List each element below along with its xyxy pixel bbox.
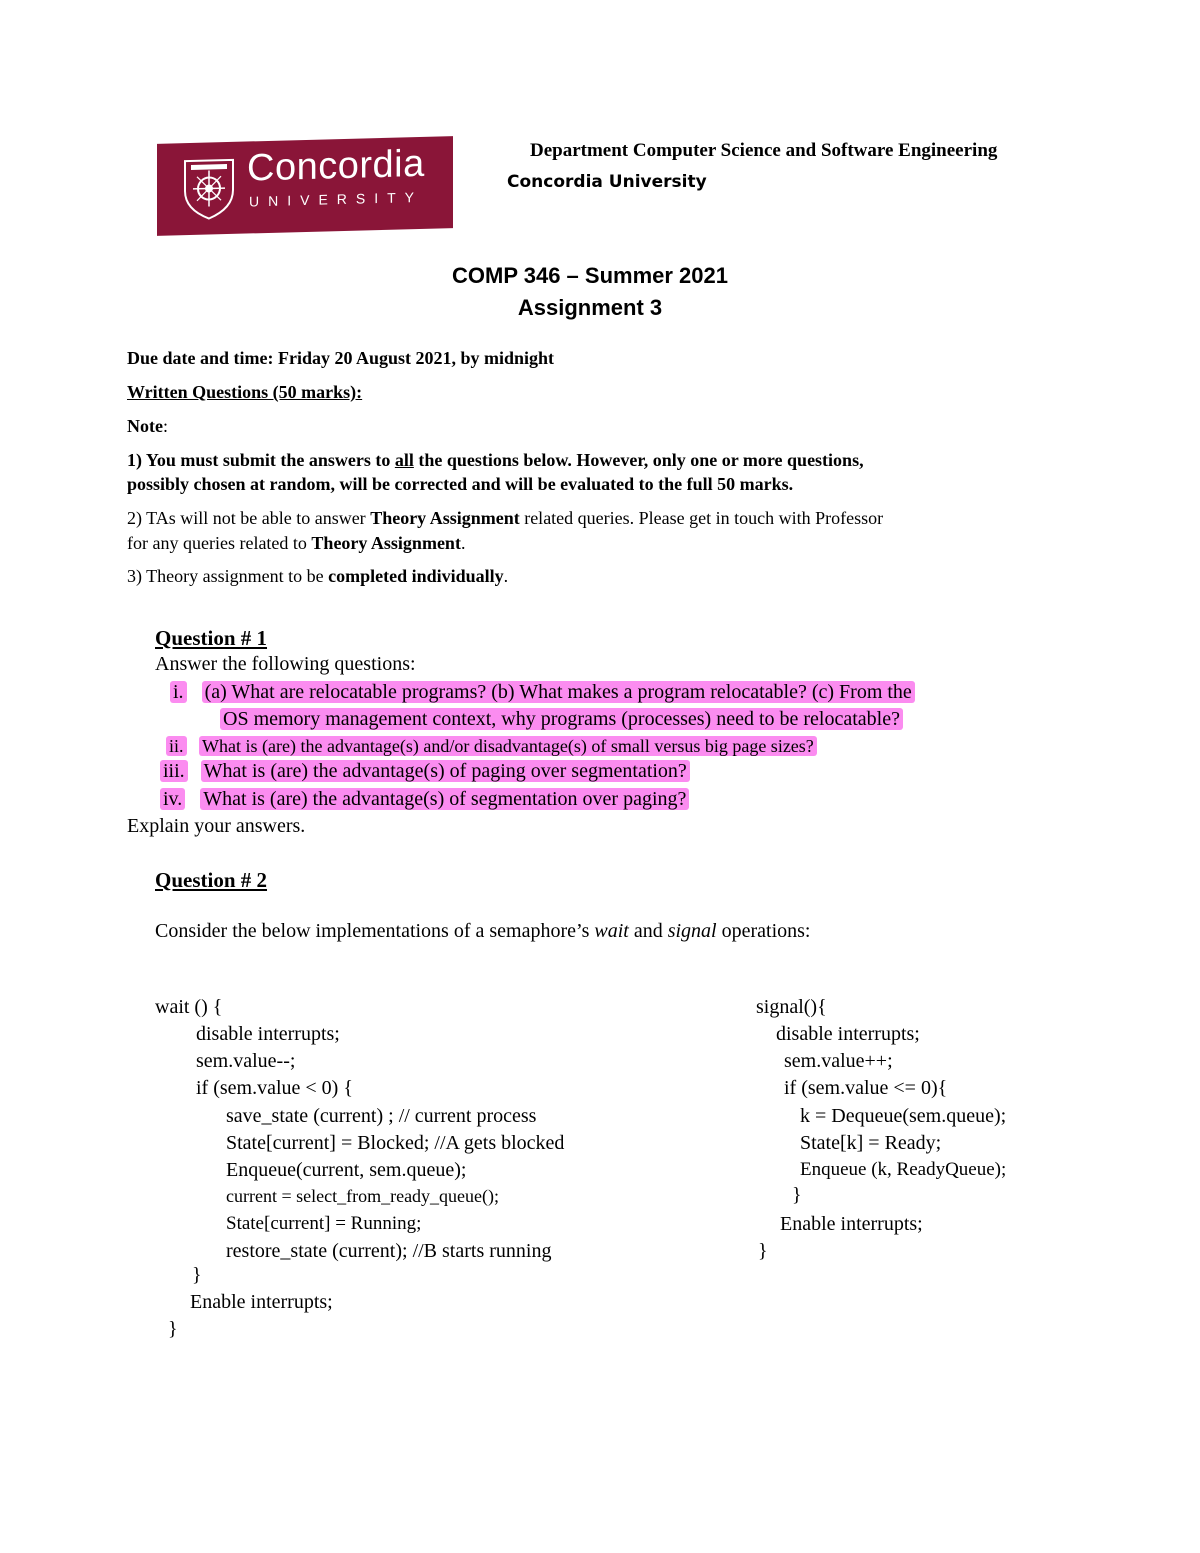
- department-name: Department Computer Science and Software Engineering: [530, 140, 998, 161]
- signal-line-9: Enable interrupts;: [780, 1213, 923, 1235]
- question-1-heading: Question # 1: [155, 626, 268, 650]
- question-2-heading: Question # 2: [155, 868, 268, 892]
- course-title: COMP 346 – Summer 2021: [452, 263, 728, 288]
- wait-line-11: }: [192, 1264, 202, 1286]
- wait-line-13: }: [168, 1318, 178, 1340]
- wait-line-10: restore_state (current); //B starts running: [226, 1240, 552, 1262]
- wait-line-4: if (sem.value < 0) {: [196, 1077, 353, 1099]
- q1-item-iv: [160, 788, 689, 811]
- wait-line-6: State[current] = Blocked; //A gets blocked: [226, 1132, 565, 1154]
- q1-item-i-text: (a) What are relocatable programs? (b) What makes a program relocatable? (c) From the: [202, 681, 915, 703]
- note-2-line-2: for any queries related to Theory Assignment.: [127, 533, 466, 553]
- signal-line-7: Enqueue (k, ReadyQueue);: [800, 1159, 1007, 1180]
- q1-item-i: [170, 681, 915, 704]
- q1-item-ii-number: ii.: [166, 736, 187, 756]
- assignment-title: Assignment 3: [517, 295, 663, 320]
- written-questions-label: Written Questions (50 marks):: [127, 382, 363, 402]
- signal-line-4: if (sem.value <= 0){: [784, 1077, 948, 1099]
- signal-line-3: sem.value++;: [784, 1050, 893, 1072]
- q1-item-iii: [160, 760, 690, 783]
- note-3: 3) Theory assignment to be completed individually.: [127, 566, 509, 586]
- note-label: Note:: [127, 416, 168, 436]
- question-1-intro: Answer the following questions:: [155, 653, 416, 675]
- note-1-line-1: 1) You must submit the answers to all the questions below. However, only one or more questions,: [127, 450, 864, 470]
- university-name: Concordia University: [507, 172, 707, 192]
- q1-item-i-continued: OS memory management context, why programs (processes) need to be relocatable?: [220, 708, 903, 731]
- signal-line-2: disable interrupts;: [776, 1023, 920, 1045]
- note-1-line-2: possibly chosen at random, will be corrected and will be evaluated to the full 50 marks.: [127, 474, 794, 494]
- logo-wordmark: Concordia: [247, 142, 425, 190]
- note-2-line-1: 2) TAs will not be able to answer Theory Assignment related queries. Please get in touch with Professor: [127, 508, 884, 528]
- q1-item-iv-number: iv.: [160, 788, 185, 810]
- wait-line-5: save_state (current) ; // current process: [226, 1105, 537, 1127]
- q1-item-iii-number: iii.: [160, 760, 188, 782]
- signal-line-10: }: [758, 1240, 768, 1262]
- question-1-outro: Explain your answers.: [127, 815, 306, 837]
- wait-line-9: State[current] = Running;: [226, 1213, 422, 1234]
- signal-line-5: k = Dequeue(sem.queue);: [800, 1105, 1007, 1127]
- wait-line-7: Enqueue(current, sem.queue);: [226, 1159, 467, 1181]
- wait-line-2: disable interrupts;: [196, 1023, 340, 1045]
- signal-line-8: }: [792, 1184, 802, 1206]
- signal-line-1: signal(){: [756, 996, 827, 1018]
- concordia-logo: [157, 136, 453, 236]
- q1-item-iv-text: What is (are) the advantage(s) of segmentation over paging?: [200, 788, 689, 810]
- q1-item-ii-text: What is (are) the advantage(s) and/or disadvantage(s) of small versus big page sizes?: [199, 736, 817, 756]
- due-date: Due date and time: Friday 20 August 2021, by midnight: [127, 348, 555, 368]
- logo-subtitle: UNIVERSITY: [249, 188, 424, 210]
- wait-line-8: current = select_from_ready_queue();: [226, 1186, 500, 1206]
- q1-item-i-number: i.: [170, 681, 187, 703]
- question-2-intro: Consider the below implementations of a semaphore’s wait and signal operations:: [155, 920, 811, 942]
- wait-line-3: sem.value--;: [196, 1050, 296, 1072]
- wait-line-12: Enable interrupts;: [190, 1291, 333, 1313]
- signal-line-6: State[k] = Ready;: [800, 1132, 942, 1154]
- wait-line-1: wait () {: [155, 996, 223, 1018]
- q1-item-iii-text: What is (are) the advantage(s) of paging over segmentation?: [201, 760, 690, 782]
- q1-item-ii: [166, 736, 817, 757]
- university-seal-icon: [179, 156, 239, 222]
